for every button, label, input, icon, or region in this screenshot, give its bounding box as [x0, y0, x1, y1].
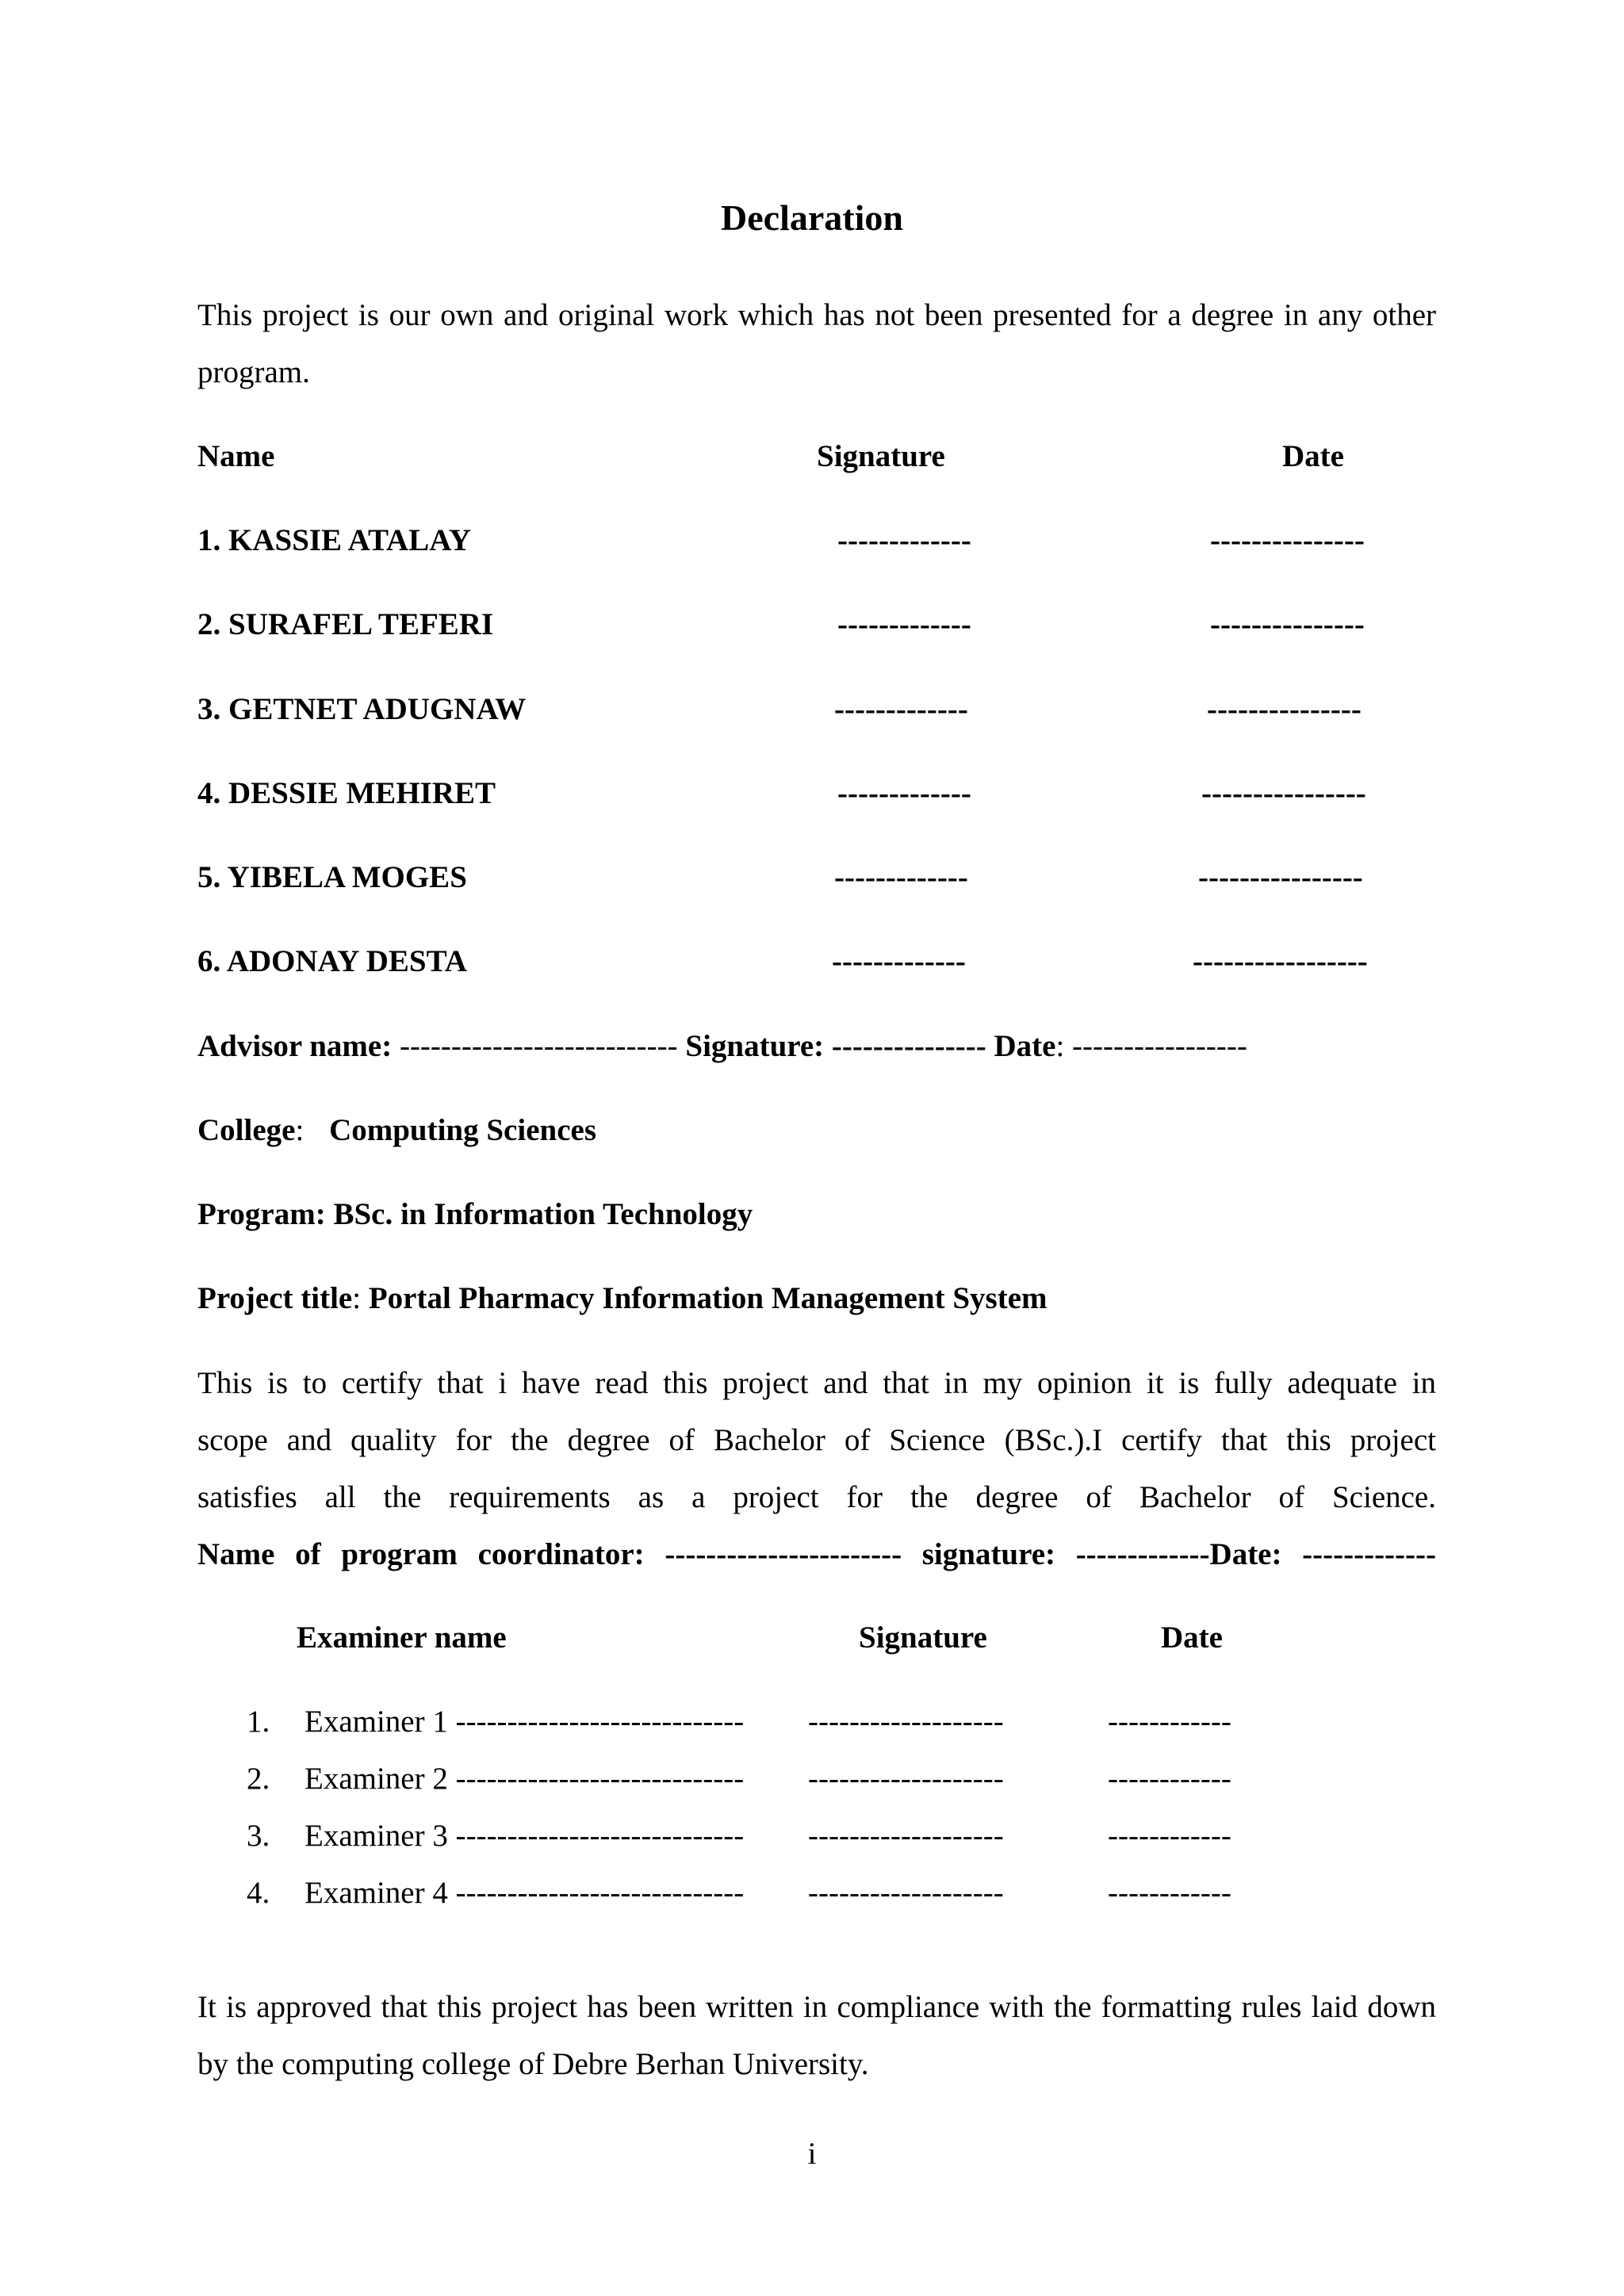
certify-line-1: This is to certify that i have read this project and that in my opinion it is fully adequate in: [197, 1366, 1436, 1400]
project-title-line: [197, 1280, 1048, 1318]
examiner-number: 4.: [247, 1876, 270, 1910]
member-name: 5. YIBELA MOGES: [197, 860, 467, 894]
member-date-blank: ---------------: [1210, 607, 1365, 641]
college-value: Computing Sciences: [329, 1113, 596, 1147]
advisor-signature-label: Signature:: [685, 1029, 825, 1063]
member-signature-blank: -------------: [834, 692, 968, 726]
approval-paragraph: It is approved that this project has been written in compliance with the formatting rules laid down by the computing college of Debre Berhan University.: [197, 1990, 1436, 2081]
member-name: 6. ADONAY DESTA: [197, 944, 467, 978]
examiner-date-blank: ------------: [1108, 1705, 1231, 1739]
advisor-date-label: Date: [994, 1029, 1056, 1063]
member-signature-blank: -------------: [832, 944, 966, 978]
page-title: Declaration: [721, 197, 903, 238]
examiner-number: 3.: [247, 1819, 270, 1853]
member-signature-blank: -------------: [837, 776, 971, 810]
member-name: 1. KASSIE ATALAY: [197, 523, 471, 557]
advisor-name-label: Advisor name:: [197, 1029, 393, 1063]
examiner-name: Examiner 3: [304, 1819, 448, 1853]
member-name: 4. DESSIE MEHIRET: [197, 776, 496, 810]
member-signature-blank: -------------: [837, 523, 971, 557]
examiner-row-name: [304, 1875, 744, 1912]
member-date-blank: -----------------: [1193, 944, 1368, 978]
examiner-number: 1.: [247, 1705, 270, 1739]
examiner-row-name: [304, 1818, 744, 1855]
members-date-header: Date: [1282, 439, 1344, 473]
examiner-name: Examiner 2: [304, 1762, 448, 1796]
college-colon: :: [295, 1113, 304, 1147]
certify-line-3: satisfies all the requirements as a project for the degree of Bachelor of Science.: [197, 1480, 1436, 1514]
college-label: College: [197, 1113, 296, 1147]
examiner-name-blank: ----------------------------: [455, 1876, 745, 1910]
member-name: 2. SURAFEL TEFERI: [197, 607, 494, 641]
examiner-number: 2.: [247, 1762, 270, 1796]
examiner-name-blank: ----------------------------: [455, 1819, 745, 1853]
coordinator-line: Name of program coordinator: ----------------------- signature: -------------Date: -------------: [197, 1537, 1436, 1571]
examiner-name-header: Examiner name: [297, 1621, 507, 1655]
member-name: 3. GETNET ADUGNAW: [197, 692, 527, 726]
certify-paragraph: [197, 1355, 1436, 1583]
member-signature-blank: -------------: [834, 860, 968, 894]
member-date-blank: ---------------: [1210, 523, 1365, 557]
examiner-date-blank: ------------: [1108, 1876, 1231, 1910]
examiner-date-blank: ------------: [1108, 1762, 1231, 1796]
examiner-signature-header: Signature: [859, 1621, 987, 1655]
examiner-name: Examiner 4: [304, 1876, 448, 1910]
examiner-row-name: [304, 1704, 744, 1741]
member-date-blank: ----------------: [1201, 776, 1366, 810]
examiner-date-header: Date: [1161, 1621, 1223, 1655]
advisor-name-blank: ---------------------------: [399, 1029, 678, 1063]
examiner-signature-blank: -------------------: [808, 1819, 1004, 1853]
intro-paragraph: This project is our own and original work which has not been presented for a degree in any other program.: [197, 298, 1436, 389]
advisor-date-colon: :: [1055, 1029, 1065, 1063]
examiner-signature-blank: -------------------: [808, 1876, 1004, 1910]
examiner-signature-blank: -------------------: [808, 1762, 1004, 1796]
members-name-header: Name: [197, 439, 275, 473]
advisor-line: [197, 1028, 1247, 1066]
member-date-blank: ----------------: [1198, 860, 1363, 894]
examiner-name-blank: ----------------------------: [455, 1762, 745, 1796]
examiner-name: Examiner 1: [304, 1705, 448, 1739]
advisor-date-blank: -----------------: [1072, 1029, 1247, 1063]
examiner-date-blank: ------------: [1108, 1819, 1231, 1853]
members-signature-header: Signature: [817, 439, 945, 473]
page-number: i: [807, 2137, 817, 2171]
project-title-value: Portal Pharmacy Information Management System: [368, 1281, 1048, 1315]
college-line: [197, 1112, 596, 1150]
advisor-signature-blank: ---------------: [831, 1029, 986, 1063]
member-signature-blank: -------------: [837, 607, 971, 641]
examiner-name-blank: ----------------------------: [455, 1705, 745, 1739]
member-date-blank: ---------------: [1207, 692, 1362, 726]
project-title-colon: :: [352, 1281, 362, 1315]
project-title-label: Project title: [197, 1281, 353, 1315]
certify-line-2: scope and quality for the degree of Bachelor of Science (BSc.).I certify that this project: [197, 1423, 1436, 1457]
examiner-signature-blank: -------------------: [808, 1705, 1004, 1739]
examiner-row-name: [304, 1761, 744, 1798]
program-line: Program: BSc. in Information Technology: [197, 1197, 753, 1231]
